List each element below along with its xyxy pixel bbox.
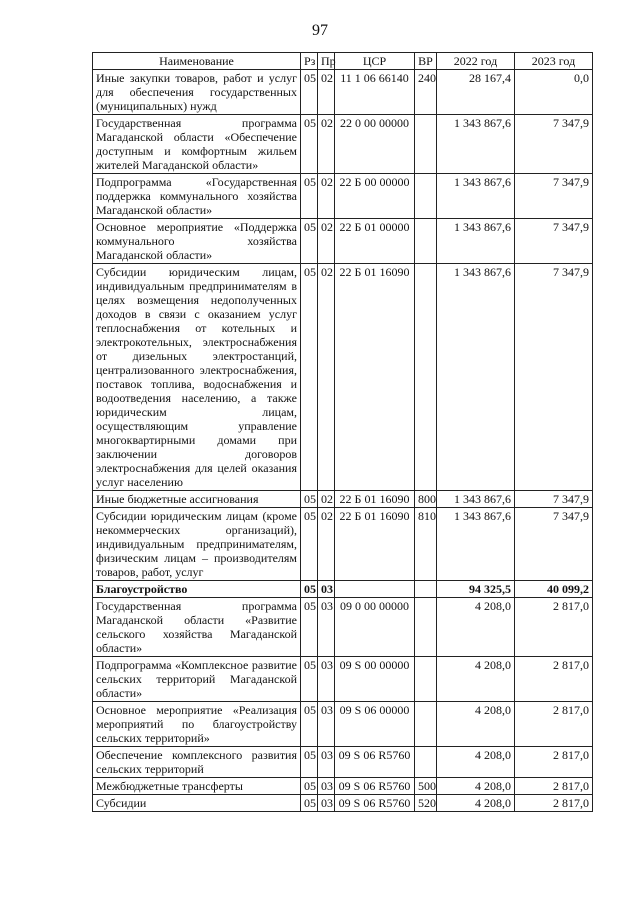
row-csr-cell: 09 S 06 R5760 (335, 778, 415, 795)
row-2023-amount: 0,0 (515, 70, 593, 115)
budget-table (92, 52, 593, 812)
row-2022-amount: 4 208,0 (437, 702, 515, 747)
row-2023-amount: 7 347,9 (515, 491, 593, 508)
row-vr-cell (415, 598, 437, 657)
row-pr-cell: 03 (318, 747, 335, 778)
row-rz-cell: 05 (301, 115, 318, 174)
row-csr-cell: 09 S 06 R5760 (335, 747, 415, 778)
row-csr-cell: 22 Б 01 16090 (335, 491, 415, 508)
row-rz-cell: 05 (301, 778, 318, 795)
row-vr-cell: 500 (415, 778, 437, 795)
row-2023-amount: 2 817,0 (515, 747, 593, 778)
header-csr: ЦСР (335, 53, 415, 70)
row-pr-cell: 02 (318, 264, 335, 491)
row-rz-cell: 05 (301, 747, 318, 778)
table-row (93, 581, 593, 598)
row-2022-amount: 1 343 867,6 (437, 174, 515, 219)
header-name: Наименование (93, 53, 301, 70)
row-csr-cell: 22 Б 01 16090 (335, 264, 415, 491)
row-pr-cell: 02 (318, 219, 335, 264)
row-rz-cell: 05 (301, 508, 318, 581)
row-rz-cell: 05 (301, 795, 318, 812)
row-name-cell: Обеспечение комплексного развития сельских территорий (93, 747, 301, 778)
row-vr-cell (415, 115, 437, 174)
row-2023-amount: 2 817,0 (515, 657, 593, 702)
table-row (93, 174, 593, 219)
row-csr-cell: 09 S 00 00000 (335, 657, 415, 702)
row-vr-cell (415, 174, 437, 219)
row-2022-amount: 4 208,0 (437, 795, 515, 812)
row-csr-cell: 22 Б 01 16090 (335, 508, 415, 581)
row-2022-amount: 4 208,0 (437, 657, 515, 702)
row-2023-amount: 7 347,9 (515, 115, 593, 174)
row-rz-cell: 05 (301, 598, 318, 657)
row-name-cell: Подпрограмма «Комплексное развитие сельских территорий Магаданской области» (93, 657, 301, 702)
row-2023-amount: 7 347,9 (515, 219, 593, 264)
row-pr-cell: 02 (318, 491, 335, 508)
row-name-cell: Иные закупки товаров, работ и услуг для обеспечения государственных (муниципальных) нужд (93, 70, 301, 115)
row-vr-cell (415, 581, 437, 598)
row-vr-cell: 800 (415, 491, 437, 508)
row-name-cell: Основное мероприятие «Поддержка коммунального хозяйства Магаданской области» (93, 219, 301, 264)
header-year-2023: 2023 год (515, 53, 593, 70)
row-2022-amount: 1 343 867,6 (437, 219, 515, 264)
row-csr-cell: 22 0 00 00000 (335, 115, 415, 174)
page-number: 97 (312, 22, 328, 39)
row-2023-amount: 7 347,9 (515, 174, 593, 219)
table-header (93, 53, 593, 70)
row-vr-cell (415, 219, 437, 264)
row-name-cell: Благоустройство (93, 581, 301, 598)
table-row (93, 598, 593, 657)
row-2022-amount: 1 343 867,6 (437, 491, 515, 508)
header-rz: Рз (301, 53, 318, 70)
row-name-cell: Субсидии юридическим лицам, индивидуальным предпринимателям в целях возмещения недополученных доходов в связи с оказанием услуг теплоснабжения от котельных и электрокотельных, электроснабжения от дизельных электростанций, централизованного электроснабжения, поставок топлива, водоснабжения и водоотведения населению, а также юридическим лицам, осуществляющим управление многоквартирными домами при заключении договоров электроснабжения для целей оказания услуг населению (93, 264, 301, 491)
row-csr-cell: 11 1 06 66140 (335, 70, 415, 115)
row-pr-cell: 03 (318, 702, 335, 747)
row-name-cell: Межбюджетные трансферты (93, 778, 301, 795)
row-vr-cell: 240 (415, 70, 437, 115)
row-2022-amount: 1 343 867,6 (437, 508, 515, 581)
row-name-cell: Подпрограмма «Государственная поддержка коммунального хозяйства Магаданской области» (93, 174, 301, 219)
header-vr: ВР (415, 53, 437, 70)
table-row (93, 219, 593, 264)
row-rz-cell: 05 (301, 264, 318, 491)
row-pr-cell: 03 (318, 657, 335, 702)
row-pr-cell: 03 (318, 581, 335, 598)
row-vr-cell: 810 (415, 508, 437, 581)
row-name-cell: Государственная программа Магаданской области «Развитие сельского хозяйства Магаданской области» (93, 598, 301, 657)
row-csr-cell: 09 S 06 00000 (335, 702, 415, 747)
row-2022-amount: 4 208,0 (437, 747, 515, 778)
row-vr-cell (415, 657, 437, 702)
row-pr-cell: 03 (318, 778, 335, 795)
row-rz-cell: 05 (301, 702, 318, 747)
row-csr-cell: 22 Б 01 00000 (335, 219, 415, 264)
table-row (93, 508, 593, 581)
table-row (93, 778, 593, 795)
row-name-cell: Основное мероприятие «Реализация мероприятий по благоустройству сельских территорий» (93, 702, 301, 747)
row-pr-cell: 02 (318, 508, 335, 581)
row-rz-cell: 05 (301, 174, 318, 219)
row-pr-cell: 02 (318, 174, 335, 219)
row-csr-cell (335, 581, 415, 598)
row-2023-amount: 7 347,9 (515, 508, 593, 581)
row-csr-cell: 22 Б 00 00000 (335, 174, 415, 219)
row-2022-amount: 1 343 867,6 (437, 115, 515, 174)
row-2023-amount: 40 099,2 (515, 581, 593, 598)
header-pr: Пр (318, 53, 335, 70)
header-year-2022: 2022 год (437, 53, 515, 70)
row-name-cell: Субсидии (93, 795, 301, 812)
row-name-cell: Государственная программа Магаданской области «Обеспечение доступным и комфортным жильем жителей Магаданской области» (93, 115, 301, 174)
row-pr-cell: 02 (318, 70, 335, 115)
row-rz-cell: 05 (301, 581, 318, 598)
table-row (93, 747, 593, 778)
row-2023-amount: 2 817,0 (515, 598, 593, 657)
row-2023-amount: 2 817,0 (515, 795, 593, 812)
table-body (93, 70, 593, 812)
row-name-cell: Иные бюджетные ассигнования (93, 491, 301, 508)
row-pr-cell: 02 (318, 115, 335, 174)
table-row (93, 115, 593, 174)
table-row (93, 795, 593, 812)
row-vr-cell (415, 747, 437, 778)
row-name-cell: Субсидии юридическим лицам (кроме некоммерческих организаций), индивидуальным предпринимателям, физическим лицам – производителям товаров, работ, услуг (93, 508, 301, 581)
table-row (93, 491, 593, 508)
row-2023-amount: 7 347,9 (515, 264, 593, 491)
row-vr-cell (415, 264, 437, 491)
row-vr-cell: 520 (415, 795, 437, 812)
row-2023-amount: 2 817,0 (515, 778, 593, 795)
row-2022-amount: 1 343 867,6 (437, 264, 515, 491)
row-2022-amount: 28 167,4 (437, 70, 515, 115)
row-pr-cell: 03 (318, 795, 335, 812)
row-csr-cell: 09 0 00 00000 (335, 598, 415, 657)
row-vr-cell (415, 702, 437, 747)
row-2022-amount: 4 208,0 (437, 598, 515, 657)
row-rz-cell: 05 (301, 657, 318, 702)
table-row (93, 657, 593, 702)
row-2022-amount: 4 208,0 (437, 778, 515, 795)
table-row (93, 70, 593, 115)
row-rz-cell: 05 (301, 491, 318, 508)
row-2023-amount: 2 817,0 (515, 702, 593, 747)
table-row (93, 264, 593, 491)
row-rz-cell: 05 (301, 219, 318, 264)
row-csr-cell: 09 S 06 R5760 (335, 795, 415, 812)
table-row (93, 702, 593, 747)
row-rz-cell: 05 (301, 70, 318, 115)
row-2022-amount: 94 325,5 (437, 581, 515, 598)
row-pr-cell: 03 (318, 598, 335, 657)
